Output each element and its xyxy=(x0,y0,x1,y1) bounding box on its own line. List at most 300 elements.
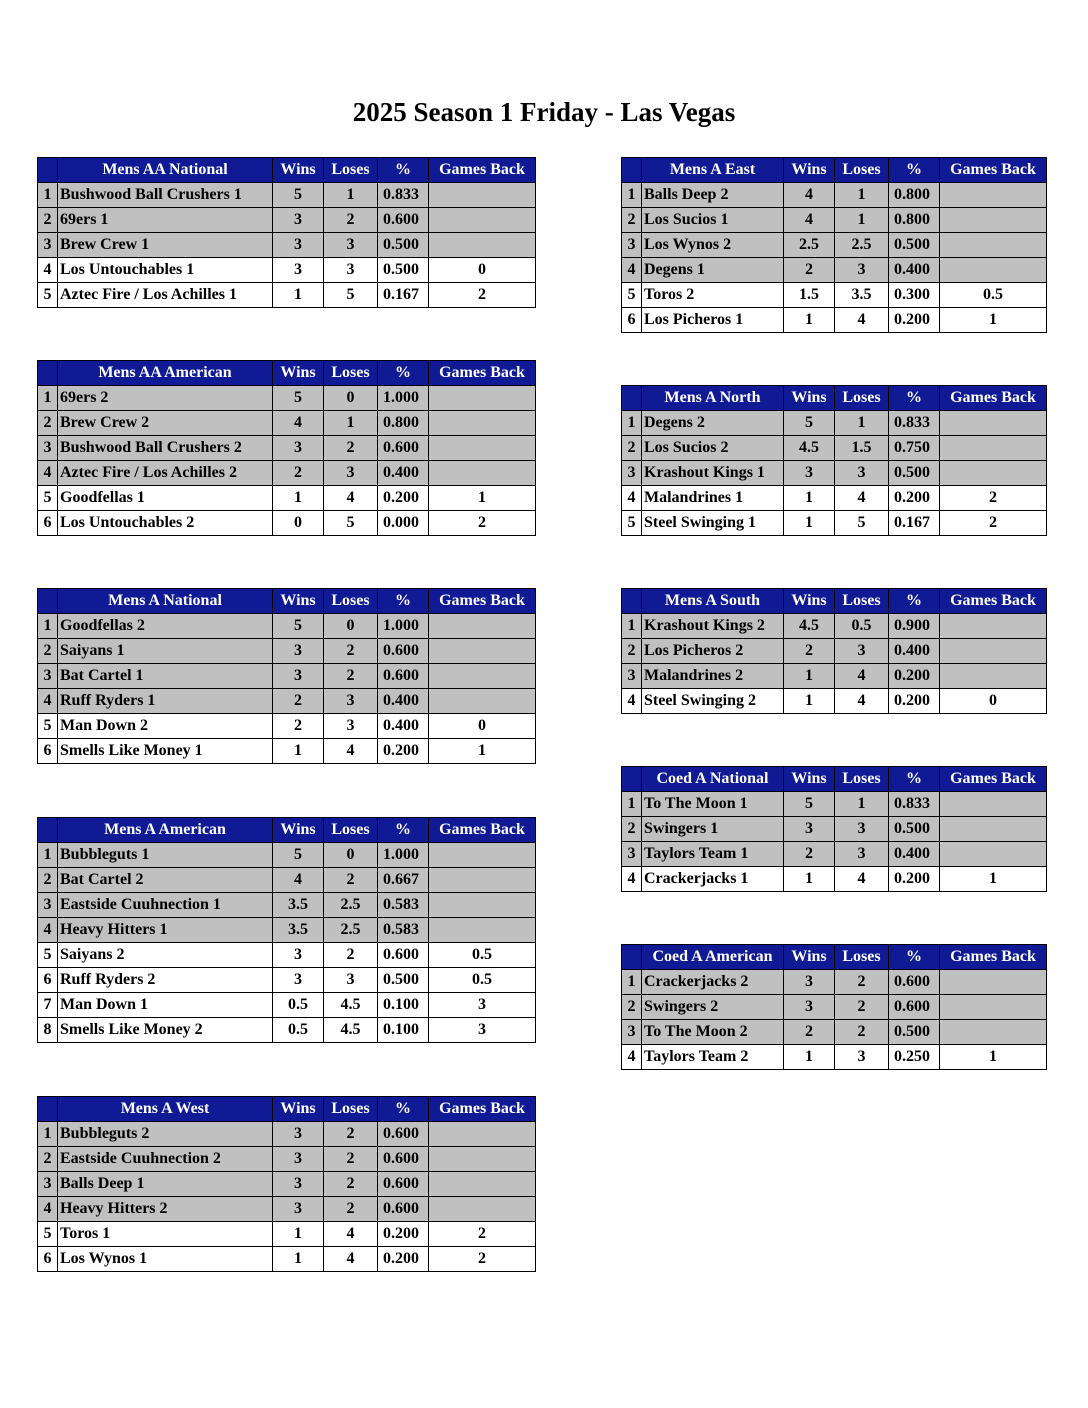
pct-header: % xyxy=(378,1097,429,1122)
games-back-cell xyxy=(940,970,1047,995)
games-back-cell xyxy=(429,436,536,461)
wins-header: Wins xyxy=(273,589,324,614)
loses-cell: 3 xyxy=(835,817,889,842)
pct-cell: 0.800 xyxy=(889,208,940,233)
table-row xyxy=(38,1172,536,1197)
games-back-cell xyxy=(429,1197,536,1222)
wins-cell: 5 xyxy=(273,386,324,411)
games-back-header: Games Back xyxy=(429,1097,536,1122)
games-back-header: Games Back xyxy=(429,158,536,183)
games-back-cell xyxy=(940,792,1047,817)
team-name-cell: Los Wynos 2 xyxy=(642,233,784,258)
loses-cell: 1 xyxy=(835,183,889,208)
rank-cell: 1 xyxy=(38,386,58,411)
pct-cell: 0.400 xyxy=(889,258,940,283)
pct-cell: 0.667 xyxy=(378,868,429,893)
loses-cell: 4 xyxy=(835,308,889,333)
division-name: Mens A West xyxy=(58,1097,273,1122)
table-row xyxy=(622,1045,1047,1070)
table-row xyxy=(38,386,536,411)
pct-cell: 0.500 xyxy=(889,1020,940,1045)
standings-table-mens-a-american xyxy=(37,817,536,1043)
pct-cell: 1.000 xyxy=(378,614,429,639)
loses-header: Loses xyxy=(324,818,378,843)
rank-cell: 6 xyxy=(38,511,58,536)
loses-cell: 3 xyxy=(324,461,378,486)
rank-cell: 1 xyxy=(622,411,642,436)
pct-header: % xyxy=(378,158,429,183)
standings-table-mens-a-east xyxy=(621,157,1047,333)
games-back-cell xyxy=(940,233,1047,258)
wins-header: Wins xyxy=(784,386,835,411)
team-name-cell: Eastside Cuuhnection 1 xyxy=(58,893,273,918)
loses-cell: 4 xyxy=(835,486,889,511)
pct-cell: 0.400 xyxy=(889,639,940,664)
table-row xyxy=(38,614,536,639)
standings-table-mens-a-north xyxy=(621,385,1047,536)
team-name-cell: Saiyans 2 xyxy=(58,943,273,968)
table-row xyxy=(622,792,1047,817)
wins-cell: 1.5 xyxy=(784,283,835,308)
team-name-cell: Toros 2 xyxy=(642,283,784,308)
standings-table-coed-a-national xyxy=(621,766,1047,892)
table-row xyxy=(622,664,1047,689)
rank-header xyxy=(38,158,58,183)
games-back-cell xyxy=(429,411,536,436)
rank-cell: 1 xyxy=(38,183,58,208)
rank-header xyxy=(622,945,642,970)
rank-cell: 6 xyxy=(38,739,58,764)
loses-cell: 3 xyxy=(835,639,889,664)
rank-cell: 1 xyxy=(38,1122,58,1147)
team-name-cell: Bushwood Ball Crushers 2 xyxy=(58,436,273,461)
team-name-cell: Eastside Cuuhnection 2 xyxy=(58,1147,273,1172)
loses-cell: 0.5 xyxy=(835,614,889,639)
standings-table-mens-a-west xyxy=(37,1096,536,1272)
team-name-cell: Balls Deep 1 xyxy=(58,1172,273,1197)
games-back-cell xyxy=(940,614,1047,639)
table-row xyxy=(38,714,536,739)
team-name-cell: Brew Crew 1 xyxy=(58,233,273,258)
team-name-cell: Malandrines 1 xyxy=(642,486,784,511)
rank-cell: 1 xyxy=(622,792,642,817)
loses-cell: 2 xyxy=(324,943,378,968)
pct-cell: 0.100 xyxy=(378,1018,429,1043)
table-row xyxy=(38,918,536,943)
table-row xyxy=(622,411,1047,436)
table-row xyxy=(38,208,536,233)
wins-cell: 1 xyxy=(784,511,835,536)
team-name-cell: Swingers 2 xyxy=(642,995,784,1020)
pct-cell: 0.167 xyxy=(378,283,429,308)
rank-header xyxy=(622,767,642,792)
rank-cell: 5 xyxy=(622,511,642,536)
team-name-cell: Los Untouchables 1 xyxy=(58,258,273,283)
table-row xyxy=(622,614,1047,639)
team-name-cell: To The Moon 2 xyxy=(642,1020,784,1045)
rank-header xyxy=(38,1097,58,1122)
table-row xyxy=(622,461,1047,486)
games-back-header: Games Back xyxy=(940,158,1047,183)
wins-cell: 3 xyxy=(273,943,324,968)
games-back-cell xyxy=(429,1122,536,1147)
loses-cell: 4 xyxy=(835,664,889,689)
loses-cell: 4 xyxy=(324,1247,378,1272)
wins-cell: 5 xyxy=(273,843,324,868)
rank-cell: 4 xyxy=(622,689,642,714)
rank-cell: 4 xyxy=(622,258,642,283)
rank-cell: 2 xyxy=(38,639,58,664)
wins-cell: 1 xyxy=(784,1045,835,1070)
team-name-cell: Steel Swinging 1 xyxy=(642,511,784,536)
pct-cell: 0.583 xyxy=(378,918,429,943)
wins-cell: 5 xyxy=(273,614,324,639)
games-back-cell xyxy=(940,411,1047,436)
games-back-cell xyxy=(429,843,536,868)
loses-header: Loses xyxy=(324,589,378,614)
table-row xyxy=(622,258,1047,283)
rank-header xyxy=(38,818,58,843)
rank-cell: 1 xyxy=(622,614,642,639)
division-name: Mens A American xyxy=(58,818,273,843)
table-row xyxy=(38,1122,536,1147)
team-name-cell: Bubbleguts 2 xyxy=(58,1122,273,1147)
pct-cell: 0.600 xyxy=(889,970,940,995)
games-back-cell xyxy=(940,817,1047,842)
wins-header: Wins xyxy=(273,1097,324,1122)
games-back-cell: 0 xyxy=(940,689,1047,714)
wins-cell: 3 xyxy=(784,970,835,995)
table-row xyxy=(38,436,536,461)
wins-cell: 4 xyxy=(273,411,324,436)
wins-cell: 1 xyxy=(784,486,835,511)
table-row xyxy=(38,1147,536,1172)
loses-cell: 1 xyxy=(835,411,889,436)
games-back-header: Games Back xyxy=(429,589,536,614)
standings-table-mens-aa-american xyxy=(37,360,536,536)
division-name: Mens A East xyxy=(642,158,784,183)
table-row xyxy=(38,411,536,436)
pct-cell: 0.000 xyxy=(378,511,429,536)
pct-cell: 0.600 xyxy=(889,995,940,1020)
wins-header: Wins xyxy=(784,945,835,970)
team-name-cell: Taylors Team 2 xyxy=(642,1045,784,1070)
loses-cell: 2 xyxy=(835,970,889,995)
rank-cell: 2 xyxy=(38,208,58,233)
team-name-cell: Ruff Ryders 2 xyxy=(58,968,273,993)
pct-header: % xyxy=(378,818,429,843)
wins-cell: 3 xyxy=(273,664,324,689)
loses-header: Loses xyxy=(835,386,889,411)
games-back-cell: 2 xyxy=(429,511,536,536)
rank-cell: 1 xyxy=(38,843,58,868)
table-row xyxy=(38,689,536,714)
pct-cell: 0.500 xyxy=(378,233,429,258)
wins-cell: 1 xyxy=(273,739,324,764)
rank-cell: 3 xyxy=(622,842,642,867)
wins-cell: 3 xyxy=(273,233,324,258)
games-back-cell: 2 xyxy=(429,283,536,308)
table-row xyxy=(38,511,536,536)
games-back-cell xyxy=(429,386,536,411)
rank-cell: 3 xyxy=(38,893,58,918)
team-name-cell: Steel Swinging 2 xyxy=(642,689,784,714)
team-name-cell: Los Wynos 1 xyxy=(58,1247,273,1272)
team-name-cell: Man Down 1 xyxy=(58,993,273,1018)
table-row xyxy=(38,664,536,689)
rank-cell: 1 xyxy=(38,614,58,639)
team-name-cell: Krashout Kings 2 xyxy=(642,614,784,639)
team-name-cell: Aztec Fire / Los Achilles 1 xyxy=(58,283,273,308)
rank-cell: 5 xyxy=(38,1222,58,1247)
wins-cell: 0.5 xyxy=(273,993,324,1018)
team-name-cell: Goodfellas 2 xyxy=(58,614,273,639)
team-name-cell: Man Down 2 xyxy=(58,714,273,739)
pct-cell: 0.500 xyxy=(378,258,429,283)
rank-cell: 3 xyxy=(38,664,58,689)
wins-cell: 3 xyxy=(273,436,324,461)
table-row xyxy=(622,486,1047,511)
wins-header: Wins xyxy=(273,361,324,386)
team-name-cell: Aztec Fire / Los Achilles 2 xyxy=(58,461,273,486)
table-row xyxy=(38,233,536,258)
games-back-cell xyxy=(940,258,1047,283)
team-name-cell: Brew Crew 2 xyxy=(58,411,273,436)
games-back-cell xyxy=(940,436,1047,461)
games-back-cell xyxy=(429,1147,536,1172)
games-back-cell xyxy=(429,1172,536,1197)
rank-cell: 4 xyxy=(38,461,58,486)
team-name-cell: Ruff Ryders 1 xyxy=(58,689,273,714)
rank-cell: 3 xyxy=(622,664,642,689)
pct-cell: 0.200 xyxy=(378,1247,429,1272)
team-name-cell: Degens 2 xyxy=(642,411,784,436)
pct-header: % xyxy=(889,386,940,411)
pct-cell: 0.600 xyxy=(378,1122,429,1147)
table-row xyxy=(622,842,1047,867)
games-back-cell: 3 xyxy=(429,993,536,1018)
loses-cell: 2 xyxy=(324,639,378,664)
wins-cell: 5 xyxy=(273,183,324,208)
table-row xyxy=(38,868,536,893)
loses-cell: 2 xyxy=(324,664,378,689)
table-row xyxy=(38,1197,536,1222)
loses-cell: 4 xyxy=(324,1222,378,1247)
loses-cell: 5 xyxy=(324,511,378,536)
rank-cell: 3 xyxy=(38,1172,58,1197)
pct-cell: 0.200 xyxy=(378,1222,429,1247)
table-row xyxy=(622,511,1047,536)
pct-cell: 0.800 xyxy=(378,411,429,436)
table-row xyxy=(622,308,1047,333)
table-row xyxy=(38,843,536,868)
table-row xyxy=(622,689,1047,714)
pct-cell: 0.200 xyxy=(378,739,429,764)
rank-cell: 2 xyxy=(38,868,58,893)
games-back-cell xyxy=(429,639,536,664)
rank-header xyxy=(38,589,58,614)
games-back-cell xyxy=(940,208,1047,233)
table-row xyxy=(38,258,536,283)
pct-cell: 0.600 xyxy=(378,208,429,233)
pct-cell: 0.200 xyxy=(378,486,429,511)
table-row xyxy=(38,943,536,968)
rank-cell: 2 xyxy=(38,411,58,436)
games-back-cell xyxy=(429,233,536,258)
team-name-cell: Malandrines 2 xyxy=(642,664,784,689)
pct-cell: 0.600 xyxy=(378,436,429,461)
team-name-cell: Crackerjacks 2 xyxy=(642,970,784,995)
wins-cell: 1 xyxy=(784,664,835,689)
table-row xyxy=(38,993,536,1018)
games-back-cell: 2 xyxy=(429,1247,536,1272)
loses-cell: 3 xyxy=(835,1045,889,1070)
rank-header xyxy=(622,386,642,411)
wins-cell: 3 xyxy=(273,208,324,233)
games-back-cell xyxy=(940,461,1047,486)
table-row xyxy=(622,283,1047,308)
games-back-header: Games Back xyxy=(429,361,536,386)
pct-cell: 0.500 xyxy=(889,461,940,486)
rank-cell: 3 xyxy=(38,436,58,461)
loses-cell: 2 xyxy=(324,436,378,461)
page-title: 2025 Season 1 Friday - Las Vegas xyxy=(352,97,736,127)
wins-cell: 2 xyxy=(784,639,835,664)
games-back-cell xyxy=(940,664,1047,689)
rank-cell: 6 xyxy=(38,1247,58,1272)
loses-cell: 2 xyxy=(835,1020,889,1045)
wins-cell: 1 xyxy=(273,486,324,511)
games-back-cell: 1 xyxy=(940,867,1047,892)
wins-cell: 1 xyxy=(784,689,835,714)
loses-cell: 1.5 xyxy=(835,436,889,461)
pct-header: % xyxy=(378,361,429,386)
pct-header: % xyxy=(378,589,429,614)
wins-cell: 3 xyxy=(784,461,835,486)
pct-cell: 0.583 xyxy=(378,893,429,918)
rank-cell: 5 xyxy=(38,283,58,308)
loses-cell: 2 xyxy=(324,1122,378,1147)
wins-cell: 4 xyxy=(273,868,324,893)
pct-cell: 0.200 xyxy=(889,308,940,333)
loses-cell: 2 xyxy=(324,208,378,233)
rank-cell: 6 xyxy=(38,968,58,993)
team-name-cell: Swingers 1 xyxy=(642,817,784,842)
team-name-cell: Balls Deep 2 xyxy=(642,183,784,208)
loses-cell: 0 xyxy=(324,386,378,411)
rank-header xyxy=(38,361,58,386)
games-back-header: Games Back xyxy=(940,386,1047,411)
table-row xyxy=(38,1247,536,1272)
division-name: Coed A American xyxy=(642,945,784,970)
loses-header: Loses xyxy=(324,1097,378,1122)
pct-cell: 0.400 xyxy=(378,714,429,739)
games-back-cell: 0 xyxy=(429,714,536,739)
pct-cell: 0.833 xyxy=(889,411,940,436)
wins-cell: 1 xyxy=(784,867,835,892)
loses-cell: 5 xyxy=(324,283,378,308)
loses-cell: 1 xyxy=(324,183,378,208)
table-row xyxy=(38,739,536,764)
pct-cell: 0.200 xyxy=(889,867,940,892)
pct-header: % xyxy=(889,589,940,614)
games-back-cell xyxy=(940,842,1047,867)
games-back-cell: 2 xyxy=(940,486,1047,511)
pct-header: % xyxy=(889,945,940,970)
rank-cell: 2 xyxy=(622,817,642,842)
team-name-cell: Toros 1 xyxy=(58,1222,273,1247)
wins-cell: 3 xyxy=(273,1172,324,1197)
table-row xyxy=(38,461,536,486)
rank-header xyxy=(622,158,642,183)
loses-cell: 4.5 xyxy=(324,993,378,1018)
team-name-cell: 69ers 2 xyxy=(58,386,273,411)
team-name-cell: Smells Like Money 1 xyxy=(58,739,273,764)
wins-cell: 3 xyxy=(273,1197,324,1222)
division-name: Mens AA National xyxy=(58,158,273,183)
games-back-cell xyxy=(429,689,536,714)
games-back-cell: 2 xyxy=(940,511,1047,536)
table-row xyxy=(38,639,536,664)
division-name: Mens A South xyxy=(642,589,784,614)
rank-cell: 2 xyxy=(622,639,642,664)
wins-cell: 3 xyxy=(273,639,324,664)
wins-cell: 2 xyxy=(784,842,835,867)
table-row xyxy=(622,639,1047,664)
table-row xyxy=(622,183,1047,208)
pct-cell: 0.600 xyxy=(378,639,429,664)
loses-cell: 1 xyxy=(324,411,378,436)
pct-cell: 0.600 xyxy=(378,943,429,968)
wins-cell: 4 xyxy=(784,208,835,233)
games-back-cell xyxy=(429,918,536,943)
loses-cell: 0 xyxy=(324,843,378,868)
rank-cell: 8 xyxy=(38,1018,58,1043)
games-back-header: Games Back xyxy=(940,767,1047,792)
games-back-cell: 0.5 xyxy=(429,943,536,968)
rank-cell: 3 xyxy=(622,233,642,258)
pct-cell: 0.750 xyxy=(889,436,940,461)
loses-cell: 3 xyxy=(835,461,889,486)
wins-cell: 4 xyxy=(784,183,835,208)
rank-cell: 2 xyxy=(622,208,642,233)
loses-cell: 3 xyxy=(835,258,889,283)
wins-cell: 2 xyxy=(784,1020,835,1045)
rank-cell: 5 xyxy=(38,486,58,511)
team-name-cell: Bubbleguts 1 xyxy=(58,843,273,868)
table-row xyxy=(622,995,1047,1020)
loses-header: Loses xyxy=(324,361,378,386)
team-name-cell: Los Picheros 2 xyxy=(642,639,784,664)
division-name: Coed A National xyxy=(642,767,784,792)
pct-cell: 0.100 xyxy=(378,993,429,1018)
rank-cell: 4 xyxy=(38,258,58,283)
games-back-header: Games Back xyxy=(940,945,1047,970)
loses-cell: 2 xyxy=(324,1197,378,1222)
wins-cell: 1 xyxy=(273,1222,324,1247)
wins-cell: 5 xyxy=(784,792,835,817)
table-row xyxy=(38,183,536,208)
rank-cell: 1 xyxy=(622,183,642,208)
games-back-cell: 1 xyxy=(429,486,536,511)
table-row xyxy=(38,1018,536,1043)
loses-cell: 1 xyxy=(835,792,889,817)
pct-header: % xyxy=(889,767,940,792)
loses-header: Loses xyxy=(835,767,889,792)
table-row xyxy=(38,283,536,308)
games-back-cell xyxy=(429,664,536,689)
loses-cell: 2 xyxy=(835,995,889,1020)
